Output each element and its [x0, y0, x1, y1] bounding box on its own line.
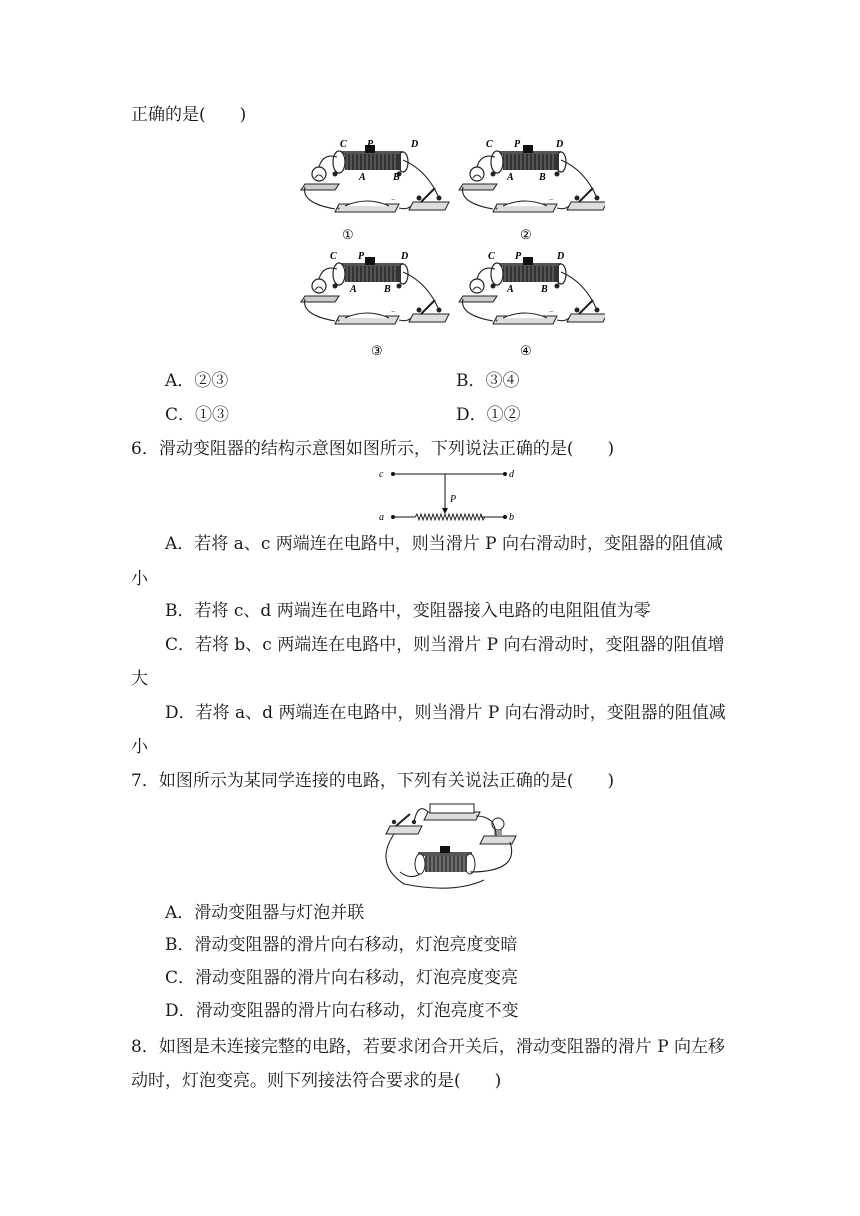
label-D: D — [411, 139, 419, 150]
q6-option-d: D．若将 a、d 两端连在电路中，则当滑片 P 向右滑动时，变阻器的阻值减 — [165, 703, 726, 723]
label-B: B — [539, 172, 546, 183]
label-d: d — [509, 469, 514, 480]
panel-label-2: ② — [520, 227, 532, 242]
label-C: C — [340, 139, 347, 150]
q6-option-c: C．若将 b、c 两端连在电路中，则当滑片 P 向右滑动时，变阻器的阻值增 — [165, 635, 725, 655]
question-8-stem: 8．如图是未连接完整的电路，若要求闭合开关后，滑动变阻器的滑片 P 向左移 — [131, 1037, 726, 1057]
label-P: P — [358, 251, 365, 262]
q5-option-a — [165, 369, 228, 393]
question-7-stem: 7．如图所示为某同学连接的电路，下列有关说法正确的是( ) — [131, 771, 615, 791]
label-D: D — [556, 139, 564, 150]
option-text: ①③ — [195, 405, 230, 425]
label-B: B — [384, 284, 391, 295]
option-letter: B． — [456, 371, 486, 391]
q6-option-a: A．若将 a、c 两端连在电路中，则当滑片 P 向右滑动时，变阻器的阻值减 — [165, 534, 723, 554]
option-letter: D． — [456, 405, 487, 425]
option-letter: A． — [165, 371, 195, 391]
q7-option-d: D．滑动变阻器的滑片向右移动，灯泡亮度不变 — [165, 1001, 519, 1021]
q6-option-d-cont: 小 — [131, 737, 148, 757]
rheostat-schematic — [375, 462, 520, 526]
label-B: B — [541, 284, 548, 295]
q6-option-a-cont: 小 — [131, 569, 148, 589]
q5-option-b — [456, 369, 520, 393]
label-A: A — [359, 172, 366, 183]
option-text: ②③ — [194, 371, 229, 391]
q5-option-d — [456, 403, 521, 427]
label-A: A — [507, 284, 514, 295]
label-D: D — [557, 251, 565, 262]
q6-option-b: B．若将 c、d 两端连在电路中，变阻器接入电路的电阻阻值为零 — [165, 601, 651, 621]
panel-label-3: ③ — [371, 343, 383, 358]
label-A: A — [507, 172, 514, 183]
question-5-stem-tail: 正确的是( ) — [131, 105, 247, 125]
label-C: C — [330, 251, 337, 262]
label-P: P — [515, 251, 522, 262]
label-a: a — [379, 512, 384, 523]
option-letter: C． — [165, 405, 196, 425]
label-b: b — [509, 512, 514, 523]
q6-option-c-cont: 大 — [131, 669, 148, 689]
label-A: A — [350, 284, 357, 295]
question-6-stem: 6．滑动变阻器的结构示意图如图所示，下列说法正确的是( ) — [131, 439, 615, 459]
label-P: P — [450, 494, 457, 505]
label-C: C — [486, 139, 493, 150]
q5-option-c — [165, 403, 229, 427]
option-text: ③④ — [485, 371, 520, 391]
label-P: P — [367, 139, 374, 150]
q7-option-a: A．滑动变阻器与灯泡并联 — [165, 903, 365, 923]
question-7-circuit-figure — [380, 800, 520, 890]
label-D: D — [401, 251, 409, 262]
q7-option-c: C．滑动变阻器的滑片向右移动，灯泡亮度变亮 — [165, 968, 519, 988]
q7-option-b: B．滑动变阻器的滑片向右移动，灯泡亮度变暗 — [165, 935, 518, 955]
label-c: c — [379, 469, 384, 480]
option-text: ①② — [486, 405, 521, 425]
question-5-circuit-figure — [295, 132, 605, 362]
question-8-stem-cont: 动时，灯泡变亮。则下列接法符合要求的是( ) — [131, 1071, 502, 1091]
label-B: B — [393, 172, 400, 183]
label-C: C — [488, 251, 495, 262]
panel-label-1: ① — [342, 227, 354, 242]
panel-label-4: ④ — [520, 343, 532, 358]
label-P: P — [514, 139, 521, 150]
